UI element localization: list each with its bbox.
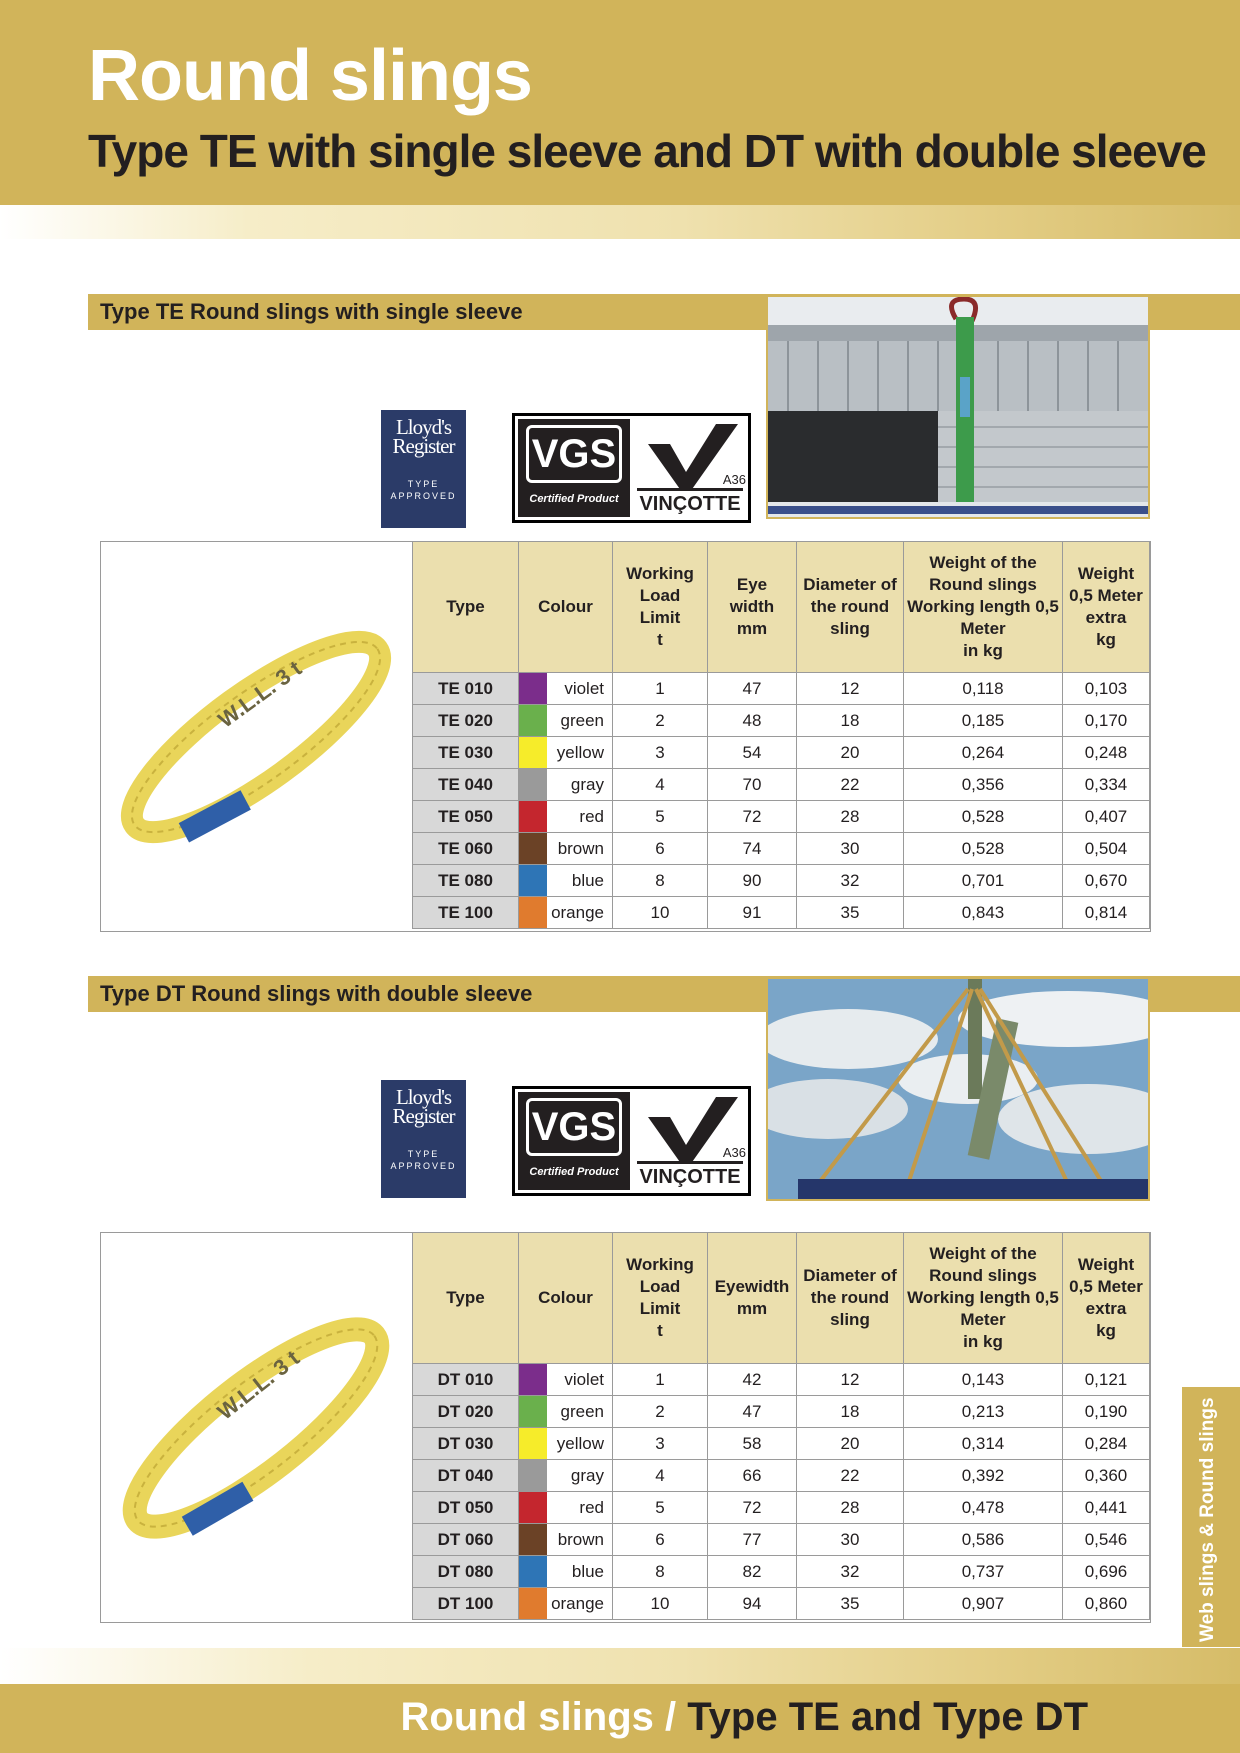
cell-wll: 2 [613,1396,708,1428]
colour-swatch [519,737,548,769]
cell-eye-width: 72 [708,801,797,833]
vincotte-wordmark: VINÇOTTE [637,1161,743,1190]
cell-colour: blue [547,865,613,897]
cell-diameter: 18 [797,1396,904,1428]
round-sling-te-image [101,542,412,931]
cell-wll: 8 [613,1556,708,1588]
cell-weight: 0,478 [904,1492,1063,1524]
vincotte-logo [634,416,748,520]
table-row [413,801,1150,833]
section-title-dt: Type DT Round slings with double sleeve [100,981,533,1006]
cell-weight-extra: 0,504 [1063,833,1150,865]
cell-weight-extra: 0,103 [1063,673,1150,705]
cell-diameter: 22 [797,769,904,801]
table-row [413,1428,1150,1460]
col-header-wll: Working Load Limit t [613,542,708,673]
side-tab-label: Web slings & Round slings [1197,1397,1218,1642]
vgs-certified-text: Certified Product [529,1166,619,1178]
cell-eye-width: 66 [708,1460,797,1492]
cell-weight-extra: 0,284 [1063,1428,1150,1460]
cell-diameter: 20 [797,1428,904,1460]
footer-title-part2: Type TE and Type DT [687,1695,1088,1739]
cell-diameter: 22 [797,1460,904,1492]
cell-colour: orange [547,1588,613,1620]
vgs-certified-logo [518,1092,630,1190]
table-row [413,673,1150,705]
cell-weight-extra: 0,546 [1063,1524,1150,1556]
footer-title [401,1697,1088,1737]
spec-table-dt-body [413,1364,1150,1620]
cell-wll: 4 [613,769,708,801]
col-header-eye: Eye width mm [708,542,797,673]
colour-swatch [519,769,548,801]
table-row [413,737,1150,769]
col-header-weight: Weight of the Round slings Working length 0,5 Meter in kg [904,542,1063,673]
vgs-vincotte-logo [512,413,751,523]
cell-weight: 0,528 [904,833,1063,865]
footer-gradient-band [0,1648,1240,1684]
table-row [413,1460,1150,1492]
cell-weight-extra: 0,441 [1063,1492,1150,1524]
round-sling-te-illustration [101,542,412,931]
cell-weight: 0,213 [904,1396,1063,1428]
spec-table-te-wrapper [100,541,1151,932]
cell-diameter: 30 [797,833,904,865]
table-row [413,1524,1150,1556]
vincotte-wordmark: VINÇOTTE [637,488,743,517]
cell-weight: 0,737 [904,1556,1063,1588]
cell-weight-extra: 0,248 [1063,737,1150,769]
vincotte-code: A36 [722,1145,746,1160]
cell-diameter: 35 [797,897,904,929]
round-sling-dt-image [101,1233,412,1622]
cell-weight: 0,528 [904,801,1063,833]
cell-diameter: 20 [797,737,904,769]
vgs-wordmark: VGS [526,425,622,483]
cell-colour: blue [547,1556,613,1588]
svg-text:W.L.L. 3 t: W.L.L. 3 t [213,655,307,733]
cell-type: DT 060 [413,1524,519,1556]
cell-wll: 4 [613,1460,708,1492]
cell-diameter: 32 [797,865,904,897]
table-row [413,769,1150,801]
cell-colour: green [547,705,613,737]
col-header-eye: Eyewidth mm [708,1233,797,1364]
table-row [413,705,1150,737]
cell-type: DT 030 [413,1428,519,1460]
cell-type: DT 080 [413,1556,519,1588]
cell-diameter: 28 [797,1492,904,1524]
page-subtitle: Type TE with single sleeve and DT with double sleeve [88,125,1206,177]
cell-type: TE 060 [413,833,519,865]
cell-colour: brown [547,833,613,865]
table-row [413,1492,1150,1524]
cell-colour: green [547,1396,613,1428]
lloyds-register-logo-dt [381,1080,466,1198]
cell-diameter: 18 [797,705,904,737]
cell-weight-extra: 0,860 [1063,1588,1150,1620]
cell-colour: red [547,1492,613,1524]
table-header-row [413,1233,1150,1364]
colour-swatch [519,1396,548,1428]
col-header-type: Type [413,542,519,673]
cell-type: TE 100 [413,897,519,929]
cell-eye-width: 74 [708,833,797,865]
colour-swatch [519,801,548,833]
colour-swatch [519,865,548,897]
photo-te-lifting [766,295,1150,519]
cell-diameter: 12 [797,673,904,705]
cell-weight-extra: 0,814 [1063,897,1150,929]
cell-eye-width: 54 [708,737,797,769]
cell-weight: 0,586 [904,1524,1063,1556]
vgs-certified-text: Certified Product [529,493,619,505]
cell-diameter: 35 [797,1588,904,1620]
lloyds-register-name: Lloyd's Register [392,1085,455,1128]
cell-colour: orange [547,897,613,929]
colour-swatch [519,897,548,929]
footer-title-part1: Round slings / [400,1695,688,1739]
cell-weight: 0,185 [904,705,1063,737]
cell-wll: 1 [613,1364,708,1396]
photo-dt-illustration [768,979,1150,1201]
colour-swatch [519,705,548,737]
table-row [413,1556,1150,1588]
spec-table-te [412,541,1150,929]
cell-weight-extra: 0,334 [1063,769,1150,801]
table-row [413,865,1150,897]
col-header-wll: Working Load Limit t [613,1233,708,1364]
cell-wll: 10 [613,1588,708,1620]
cell-eye-width: 82 [708,1556,797,1588]
table-header-row [413,542,1150,673]
col-header-diameter: Diameter of the round sling [797,542,904,673]
lloyds-type-approved: TYPE APPROVED [390,1149,457,1171]
spec-table-te-body [413,673,1150,929]
cell-type: DT 020 [413,1396,519,1428]
cell-wll: 3 [613,737,708,769]
vgs-wordmark: VGS [526,1098,622,1156]
lloyds-type-approved: TYPE APPROVED [390,479,457,501]
cell-type: TE 050 [413,801,519,833]
cell-weight: 0,314 [904,1428,1063,1460]
cell-type: DT 040 [413,1460,519,1492]
cell-diameter: 32 [797,1556,904,1588]
table-row [413,833,1150,865]
cell-wll: 1 [613,673,708,705]
colour-swatch [519,1588,548,1620]
cell-wll: 6 [613,1524,708,1556]
cell-type: TE 040 [413,769,519,801]
cell-weight: 0,264 [904,737,1063,769]
col-header-extra: Weight 0,5 Meter extra kg [1063,1233,1150,1364]
lloyds-register-name: Lloyd's Register [392,415,455,458]
cell-colour: yellow [547,737,613,769]
col-header-extra: Weight 0,5 Meter extra kg [1063,542,1150,673]
cell-colour: brown [547,1524,613,1556]
cell-diameter: 12 [797,1364,904,1396]
cell-eye-width: 70 [708,769,797,801]
cell-diameter: 30 [797,1524,904,1556]
cell-weight: 0,392 [904,1460,1063,1492]
colour-swatch [519,1364,548,1396]
cell-weight: 0,701 [904,865,1063,897]
cell-eye-width: 72 [708,1492,797,1524]
vgs-vincotte-logo-dt [512,1086,751,1196]
vincotte-logo [634,1089,748,1193]
cell-eye-width: 77 [708,1524,797,1556]
cell-weight: 0,907 [904,1588,1063,1620]
cell-type: DT 100 [413,1588,519,1620]
cell-wll: 5 [613,1492,708,1524]
page-title: Round slings [88,36,532,116]
photo-te-illustration [768,297,1150,519]
table-row [413,1588,1150,1620]
colour-swatch [519,1492,548,1524]
cell-weight: 0,118 [904,673,1063,705]
cell-eye-width: 42 [708,1364,797,1396]
page-header [0,0,1240,205]
cell-eye-width: 47 [708,673,797,705]
cell-weight: 0,143 [904,1364,1063,1396]
section-title-te: Type TE Round slings with single sleeve [100,299,523,324]
cell-eye-width: 48 [708,705,797,737]
cell-eye-width: 58 [708,1428,797,1460]
cell-type: TE 010 [413,673,519,705]
cell-wll: 6 [613,833,708,865]
cell-weight-extra: 0,407 [1063,801,1150,833]
col-header-colour: Colour [519,1233,613,1364]
cell-weight-extra: 0,190 [1063,1396,1150,1428]
cell-type: DT 050 [413,1492,519,1524]
cell-colour: gray [547,769,613,801]
cell-type: TE 030 [413,737,519,769]
cell-weight-extra: 0,121 [1063,1364,1150,1396]
col-header-colour: Colour [519,542,613,673]
cell-eye-width: 90 [708,865,797,897]
cell-diameter: 28 [797,801,904,833]
cell-wll: 8 [613,865,708,897]
cell-weight-extra: 0,670 [1063,865,1150,897]
table-row [413,1364,1150,1396]
cell-weight-extra: 0,696 [1063,1556,1150,1588]
table-row [413,1396,1150,1428]
lloyds-register-logo [381,410,466,528]
cell-colour: gray [547,1460,613,1492]
vincotte-code: A36 [722,472,746,487]
cell-eye-width: 47 [708,1396,797,1428]
svg-text:W.L.L. 3 t: W.L.L. 3 t [212,1345,305,1425]
cell-weight: 0,356 [904,769,1063,801]
cell-type: DT 010 [413,1364,519,1396]
cell-wll: 5 [613,801,708,833]
col-header-weight: Weight of the Round slings Working length 0,5 Meter in kg [904,1233,1063,1364]
colour-swatch [519,673,548,705]
colour-swatch [519,1556,548,1588]
cell-wll: 3 [613,1428,708,1460]
cell-eye-width: 91 [708,897,797,929]
cell-colour: yellow [547,1428,613,1460]
colour-swatch [519,1524,548,1556]
cell-wll: 2 [613,705,708,737]
cell-weight-extra: 0,170 [1063,705,1150,737]
cell-colour: violet [547,1364,613,1396]
round-sling-dt-illustration [101,1233,412,1622]
spec-table-dt-wrapper [100,1232,1151,1623]
cell-eye-width: 94 [708,1588,797,1620]
colour-swatch [519,1460,548,1492]
cell-colour: red [547,801,613,833]
cell-weight: 0,843 [904,897,1063,929]
vgs-certified-logo [518,419,630,517]
col-header-type: Type [413,1233,519,1364]
col-header-diameter: Diameter of the round sling [797,1233,904,1364]
cell-type: TE 080 [413,865,519,897]
colour-swatch [519,833,548,865]
spec-table-dt [412,1232,1150,1620]
header-gradient-band [0,205,1240,239]
cell-weight-extra: 0,360 [1063,1460,1150,1492]
colour-swatch [519,1428,548,1460]
table-row [413,897,1150,929]
cell-wll: 10 [613,897,708,929]
cell-colour: violet [547,673,613,705]
photo-dt-lifting [766,977,1150,1201]
cell-type: TE 020 [413,705,519,737]
